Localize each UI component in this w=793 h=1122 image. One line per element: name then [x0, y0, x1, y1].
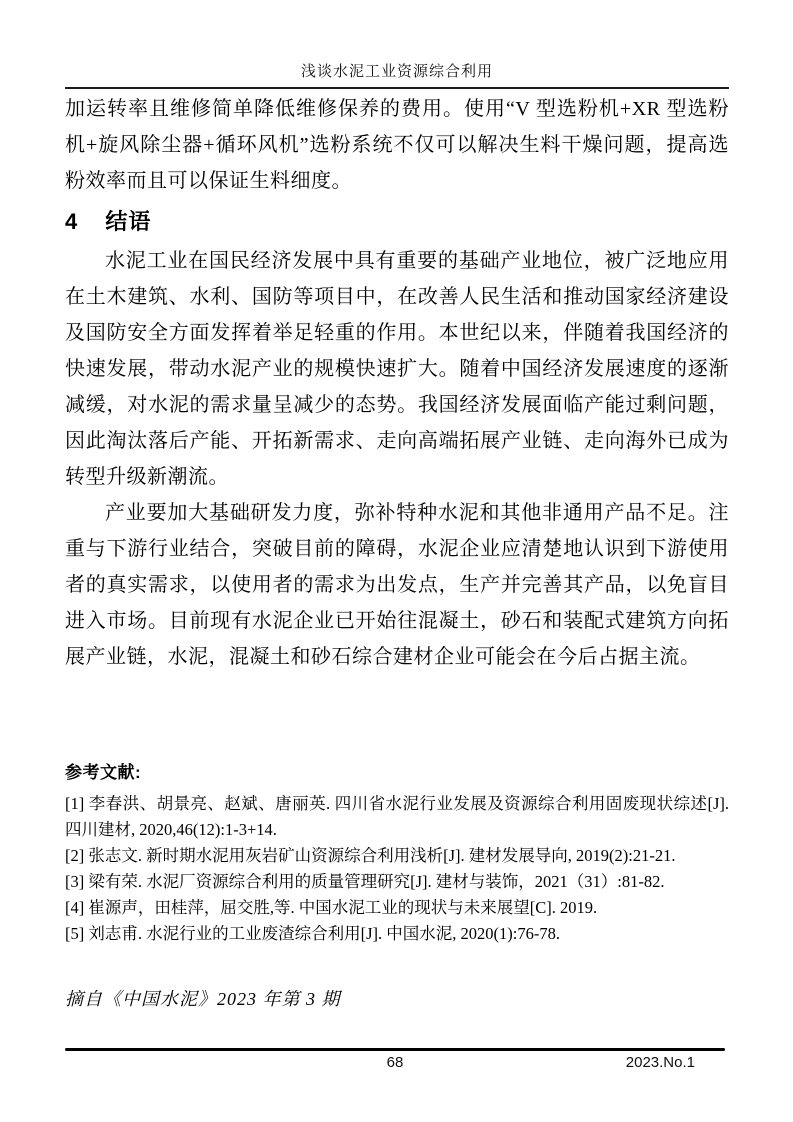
reference-item-1: [1] 李春洪、胡景亮、赵斌、唐丽英. 四川省水泥行业发展及资源综合利用固废现状综述[J]. 四川建材, 2020,46(12):1-3+14. [65, 794, 729, 839]
page-number: 68 [386, 1054, 404, 1071]
section-title: 结语 [105, 209, 152, 234]
paragraph-conclusion-2: 产业要加大基础研发力度，弥补特种水泥和其他非通用产品不足。注重与下游行业结合，突破目前的障碍，水泥企业应清楚地认识到下游使用者的真实需求，以使用者的需求为出发点，生产并完善其产品，以免盲目进入市场。目前现有水泥企业已开始往混凝土，砂石和装配式建筑方向拓展产业链，水泥，混凝土和砂石综合建材企业可能会在今后占据主流。 [65, 502, 729, 668]
references-section [65, 761, 729, 947]
references-heading: 参考文献: [65, 763, 142, 782]
reference-item-4: [4] 崔源声，田桂萍，屈交胜,等. 中国水泥工业的现状与未来展望[C]. 2019. [65, 898, 598, 917]
running-head-title: 浅谈水泥工业资源综合利用 [300, 64, 493, 80]
footer-row [65, 1051, 725, 1075]
page-footer [65, 1048, 725, 1075]
source-note: 摘自《中国水泥》2023 年第 3 期 [65, 989, 341, 1009]
reference-item-2: [2] 张志文. 新时期水泥用灰岩矿山资源综合利用浅析[J]. 建材发展导向, 2019(2):21-21. [65, 846, 676, 865]
issue-label: 2023.No.1 [625, 1054, 695, 1071]
paragraph-conclusion-1: 水泥工业在国民经济发展中具有重要的基础产业地位，被广泛地应用在土木建筑、水利、国防等项目中，在改善人民生活和推动国家经济建设及国防安全方面发挥着举足轻重的作用。本世纪以来，伴随着我国经济的快速发展，带动水泥产业的规模快速扩大。随着中国经济发展速度的逐渐减缓，对水泥的需求量呈减少的态势。我国经济发展面临产能过剩问题，因此淘汰落后产能、开拓新需求、走向高端拓展产业链、走向海外已成为转型升级新潮流。 [65, 250, 729, 488]
page-content [65, 0, 729, 1029]
paragraph-continuation: 加运转率且维修简单降低维修保养的费用。使用“V 型选粉机+XR 型选粉机+旋风除尘器+循环风机”选粉系统不仅可以解决生料干燥问题，提高选粉效率而且可以保证生料细度。 [65, 98, 729, 192]
page-header [65, 0, 729, 89]
reference-item-3: [3] 梁有荣. 水泥厂资源综合利用的质量管理研究[J]. 建材与装饰，2021（31）:81-82. [65, 872, 665, 891]
section-number: 4 [65, 209, 79, 234]
section-heading [65, 207, 729, 237]
reference-item-5: [5] 刘志甫. 水泥行业的工业废渣综合利用[J]. 中国水泥, 2020(1):76-78. [65, 924, 560, 943]
